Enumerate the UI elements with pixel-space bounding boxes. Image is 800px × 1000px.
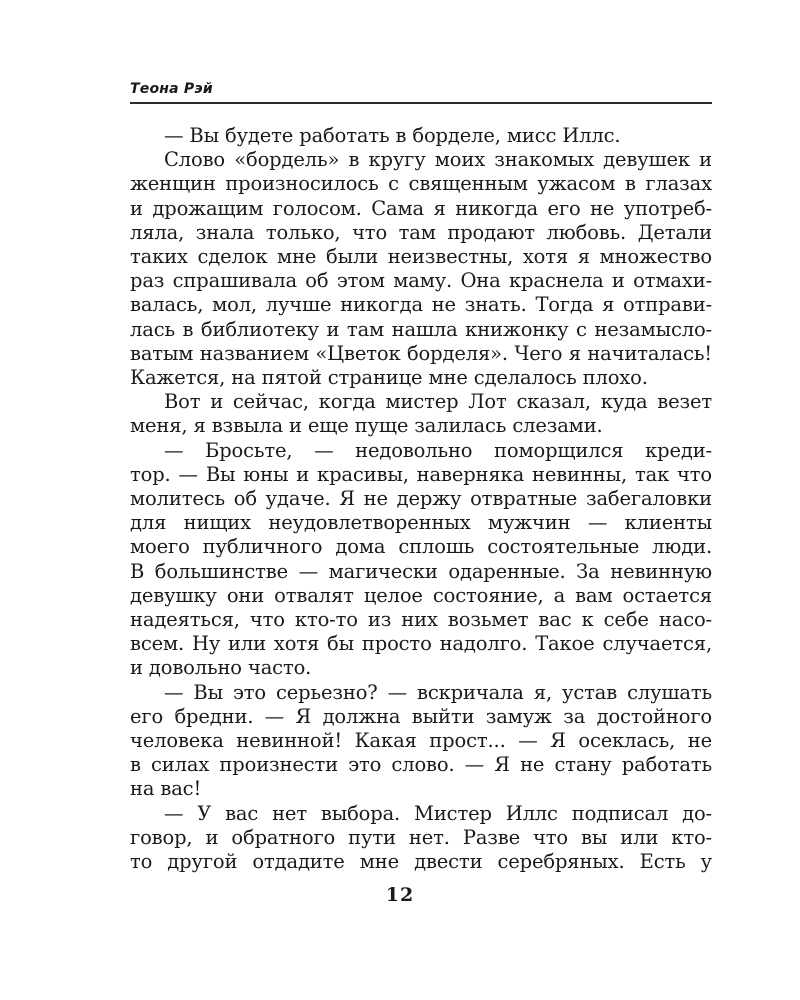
text-line: человека невинной! Какая прост... — Я осеклась, не: [130, 729, 712, 753]
text-line: раз спрашивала об этом маму. Она краснела и отмахи-: [130, 269, 712, 293]
text-line: тор. — Вы юны и красивы, наверняка невинны, так что: [130, 462, 712, 486]
text-line: — У вас нет выбора. Мистер Иллс подписал до-: [164, 801, 712, 825]
text-line: таких сделок мне были неизвестны, хотя я множество: [130, 245, 712, 269]
text-line: девушку они отвалят целое состояние, а вам остается: [130, 583, 712, 607]
text-line: меня, я взвыла и еще пуще залилась слезами.: [130, 414, 603, 438]
text-line: на вас!: [130, 777, 202, 801]
text-line: в силах произнести это слово. — Я не стану работать: [130, 753, 712, 777]
text-line: молитесь об удаче. Я не держу отвратные забегаловки: [130, 487, 712, 511]
text-line: лась в библиотеку и там нашла книжонку с незамысло-: [130, 317, 712, 341]
text-line: женщин произносилось с священным ужасом в глазах: [130, 172, 712, 196]
author-name: Теона Рэй: [130, 81, 213, 97]
text-line: Вот и сейчас, когда мистер Лот сказал, куда везет: [164, 390, 712, 414]
text-line: Слово «бордель» в кругу моих знакомых девушек и: [164, 148, 712, 172]
running-header: [130, 80, 712, 104]
text-line: моего публичного дома сплошь состоятельные люди.: [130, 535, 712, 559]
body-text: [130, 124, 712, 874]
text-line: и довольно часто.: [130, 656, 312, 680]
text-line: валась, мол, лучше никогда не знать. Тогда я отправи-: [130, 293, 712, 317]
text-line: и дрожащим голосом. Сама я никогда его не употреб-: [130, 196, 712, 220]
text-line: — Вы будете работать в борделе, мисс Иллс.: [164, 124, 621, 147]
text-line: Кажется, на пятой странице мне сделалось плохо.: [130, 366, 648, 390]
text-line: ляла, знала только, что там продают любовь. Детали: [130, 220, 712, 244]
text-line: то другой отдадите мне двести серебряных. Есть у: [130, 850, 712, 874]
text-line: — Бросьте, — недовольно поморщился креди-: [164, 438, 712, 462]
text-line: — Вы это серьезно? — вскричала я, устав слушать: [164, 680, 712, 704]
text-line: всем. Ну или хотя бы просто надолго. Такое случается,: [130, 632, 712, 656]
text-line: его бредни. — Я должна выйти замуж за достойного: [130, 704, 712, 728]
text-line: говор, и обратного пути нет. Разве что вы или кто-: [130, 825, 712, 849]
page-number: 12: [385, 884, 415, 906]
text-line: В большинстве — магически одаренные. За невинную: [130, 559, 712, 583]
text-line: ватым названием «Цветок борделя». Чего я начиталась!: [130, 341, 712, 365]
text-line: для нищих неудовлетворенных мужчин — клиенты: [130, 511, 712, 535]
text-line: надеяться, что кто-то из них возьмет вас к себе насо-: [130, 608, 712, 632]
